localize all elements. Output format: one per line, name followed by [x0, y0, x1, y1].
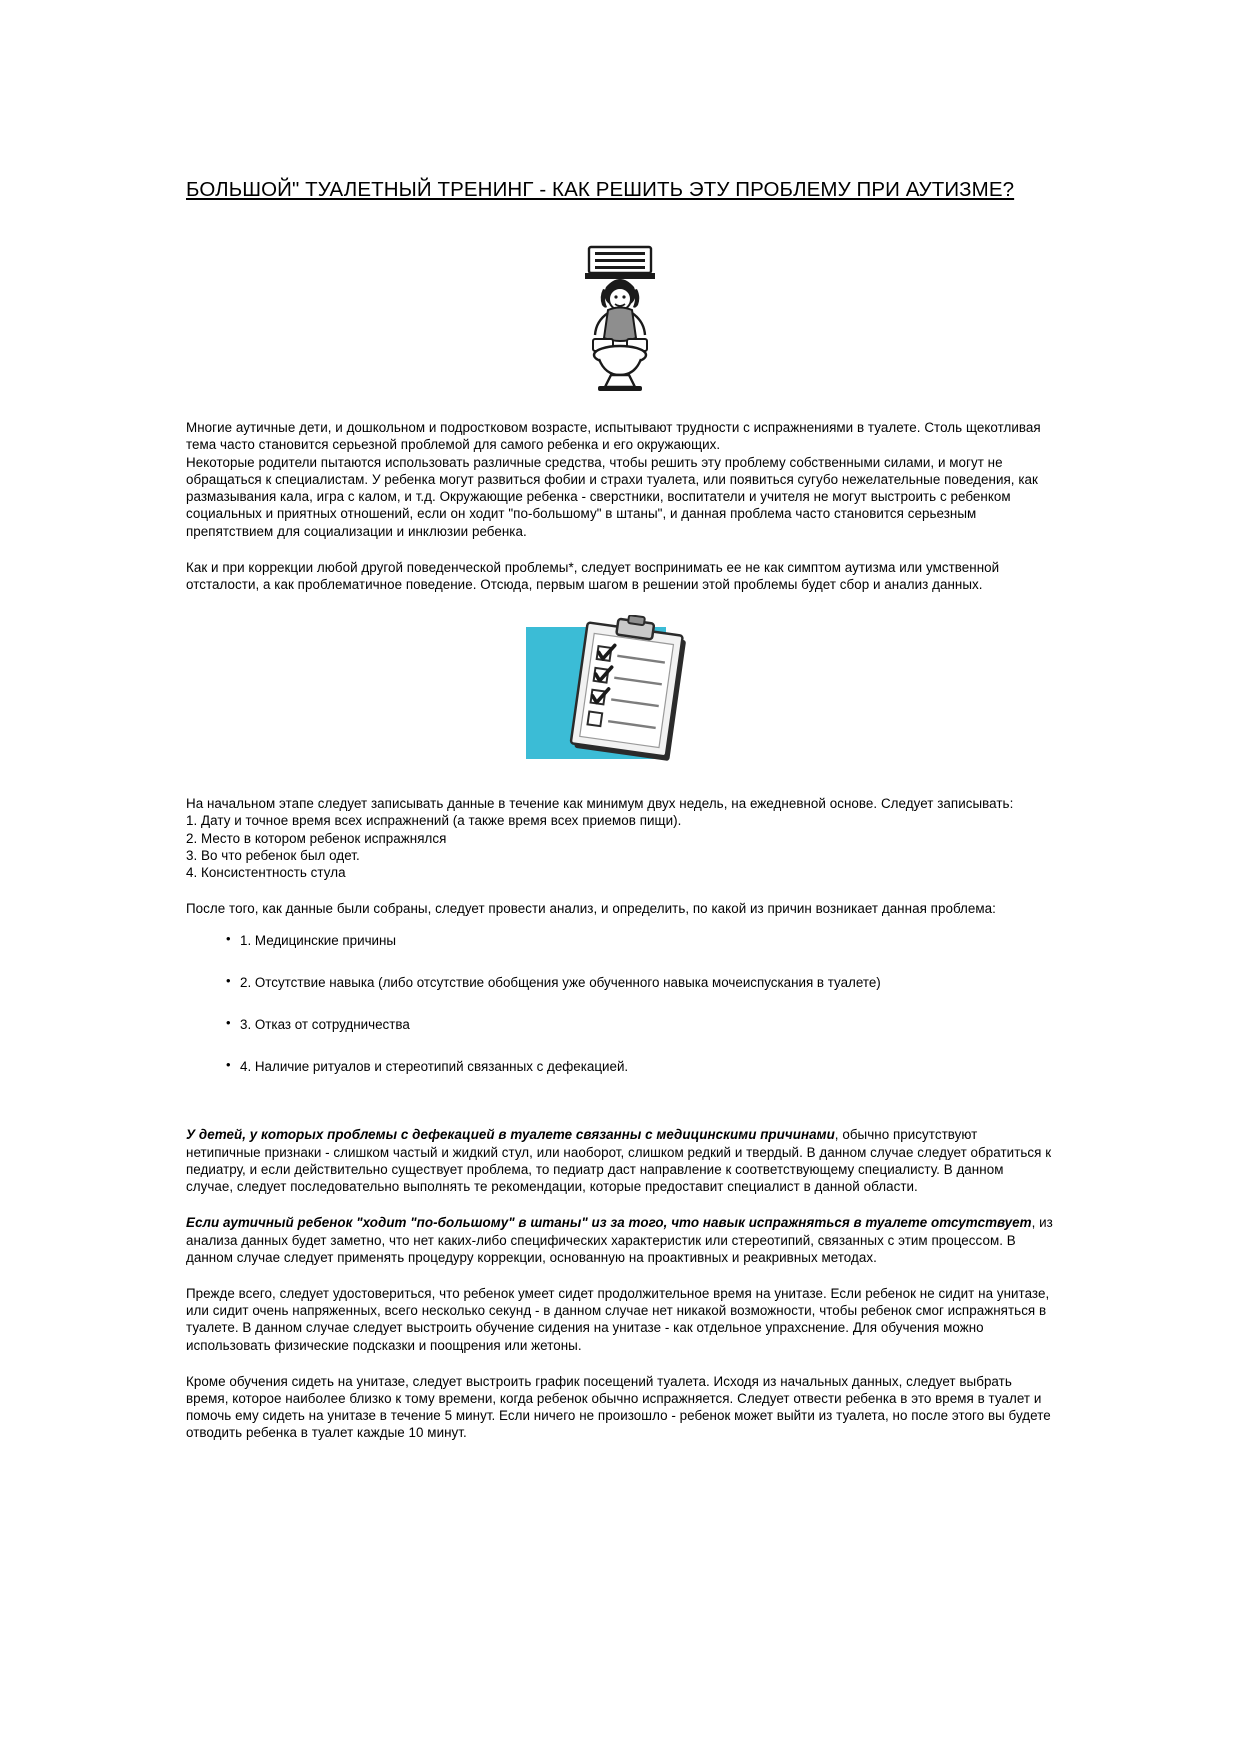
clipboard-checklist-illustration: [186, 615, 1054, 773]
skill-absent-lead: Если аутичный ребенок "ходит "по-большому" в штаны" из за того, что навык испражняться в туалете отсутствует: [186, 1215, 1032, 1231]
page-title-text: БОЛЬШОЙ" ТУАЛЕТНЫЙ ТРЕНИНГ - КАК РЕШИТЬ ЭТУ ПРОБЛЕМУ ПРИ АУТИЗМЕ?: [186, 178, 1015, 201]
paragraph-analysis: После того, как данные были собраны, следует провести анализ, и определить, по какой из причин возникает данная проблема:: [186, 901, 996, 917]
paragraph-data-collection: На начальном этапе следует записывать данные в течение как минимум двух недель, на ежедневной основе. Следует записывать:: [186, 796, 1014, 812]
list-item: • 2. Отсутствие навыка (либо отсутствие обобщения уже обученного навыка мочеиспускания в туалете): [226, 974, 1054, 991]
paragraph-skill-absent: [186, 1214, 1054, 1266]
list-item: • 4. Наличие ритуалов и стереотипий связанных с дефекацией.: [226, 1058, 1054, 1075]
paragraph-schedule: Кроме обучения сидеть на унитазе, следует выстроить график посещений туалета. Исходя из начальных данных, следует выбрать время, которое наиболее близко к тому времени, когда ребенок обычно испражняется. Следует отвести ребенка в это время в туалет и помочь ему сидеть на унитазе в течение 5 минут. Если ничего не произошло - ребенок может выйти из туалета, но после этого вы будете отводить ребенка в туалет каждые 10 минут.: [186, 1373, 1051, 1441]
page-title: [186, 176, 1054, 203]
data-item: 2. Место в котором ребенок испражнялся: [186, 830, 447, 846]
medical-causes-rest: , обычно присутствуют нетипичные признаки - слишком частый и жидкий стул, или наоборот, слишком редкий и твердый. В данном случае следует обратиться к педиатру, и если действительно существует проблема, то педиатр даст направление к соответствующему специалисту. В данном случае, следует последовательно выполнять те рекомендации, которые предоставит специалист в данной области.: [186, 1127, 1052, 1195]
data-item: 4. Консистентность стула: [186, 865, 346, 881]
toilet-child-illustration: [186, 243, 1054, 393]
paragraph-medical-causes: [186, 1126, 1054, 1195]
paragraph-intro: Многие аутичные дети, и дошкольном и подростковом возрасте, испытывают трудности с испражнениями в туалете. Столь щекотливая тема часто становится серьезной проблемой для самого ребенка и его окружающих.: [186, 420, 1041, 453]
data-item: 1. Дату и точное время всех испражнений (а также время всех приемов пищи).: [186, 813, 682, 829]
list-item: • 1. Медицинские причины: [226, 932, 1054, 949]
paragraph-parents: Некоторые родители пытаются использовать различные средства, чтобы решить эту проблему собственными силами, и могут не обращаться к специалистам. У ребенка могут развиться фобии и страхи туалета, или появиться сугубо нежелательные поведения, как размазывания кала, игра с калом, и т.д. Окружающие ребенка - сверстники, воспитатели и учителя не могут выстроить с ребенком социальных и приятных отношений, если он ходит "по-большому" в штаны", и данная проблема часто становится серьезным препятствием для социализации и инклюзии ребенка.: [186, 454, 1038, 539]
paragraph-sitting-training: Прежде всего, следует удостовериться, что ребенок умеет сидет продолжительное время на унитазе. Если ребенок не сидит на унитазе, или сидит очень напряженных, всего несколько секунд - в данном случае нет никакой возможности, чтобы ребенок смог испражняться в туалете. В данном случае следует выстроить обучение сидения на унитазе - как отдельное упрахснение. Для обучения можно использовать физические подсказки и поощрения или жетоны.: [186, 1285, 1050, 1353]
medical-causes-lead: У детей, у которых проблемы с дефекацией в туалете связанны с медицинскими причинами: [186, 1127, 835, 1143]
data-item: 3. Во что ребенок был одет.: [186, 847, 360, 863]
paragraph-correction: Как и при коррекции любой другой поведенческой проблемы*, следует воспринимать ее не как симптом аутизма или умственной отсталости, а как проблематичное поведение. Отсюда, первым шагом в решении этой проблемы будет сбор и анализ данных.: [186, 559, 1000, 592]
data-items-list: [186, 812, 1054, 881]
list-item: • 3. Отказ от сотрудничества: [226, 1016, 1054, 1033]
skill-absent-rest: , из анализа данных будет заметно, что нет каких-либо специфических характеристик или стереотипий, связанных с этим процессом. В данном случае следует применять процедуру коррекции, основанную на проактивных и реакривных методах.: [186, 1215, 1053, 1265]
causes-list: [186, 932, 1054, 1076]
